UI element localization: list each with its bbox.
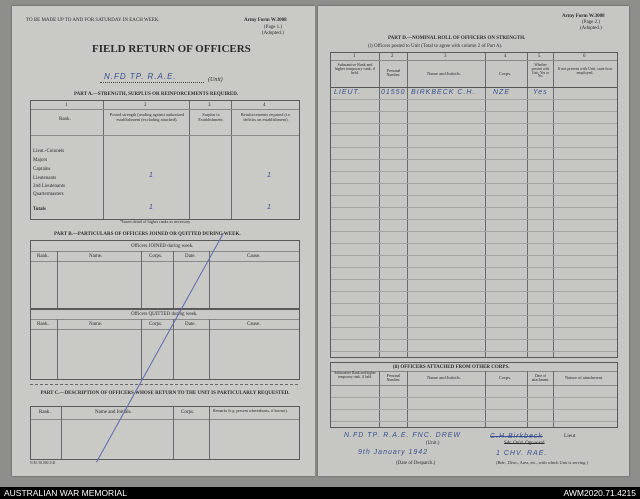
entry-present: Yes bbox=[533, 89, 548, 96]
d-number-header: Personal Number. bbox=[386, 68, 401, 78]
part-a-table bbox=[30, 100, 300, 220]
attached-table bbox=[330, 362, 618, 428]
part-a-title: PART A.—STRENGTH, SURPLUS OR REINFORCEMENTS REQUIRED. bbox=[74, 92, 239, 97]
attached-title: (ii) OFFICERS ATTACHED FROM OTHER CORPS. bbox=[393, 365, 510, 370]
d-col-6: 6 bbox=[583, 54, 586, 59]
signature-print: Sdr. On'd. Ogr-ward bbox=[504, 441, 545, 446]
ruled-line bbox=[331, 147, 617, 148]
perforation-line bbox=[30, 384, 298, 385]
right-adopted-note: (Adopted.) bbox=[580, 26, 602, 31]
ruled-line bbox=[331, 315, 617, 316]
officer-signature: C.H.Birkbeck bbox=[490, 433, 543, 440]
ruled-line bbox=[331, 267, 617, 268]
page-note: (Page 1.) bbox=[264, 25, 283, 30]
part-d-subtitle: (i) Officers posted to Unit (Total to agree with column 2 of Part A). bbox=[368, 44, 503, 49]
joined-rank-header: Rank. bbox=[37, 254, 49, 259]
ruled-line bbox=[331, 231, 617, 232]
col2-mark-0: 1 bbox=[149, 172, 154, 179]
rank-row-4: 2nd Lieutenants bbox=[33, 184, 66, 189]
unit-signoff: N.FD TP. R.A.E. FNC. DREW bbox=[344, 432, 462, 439]
att-rank-header: Substantive Rank and higher temporary rank, if held. bbox=[334, 371, 376, 379]
rank-row-totals: Totals bbox=[33, 207, 46, 212]
top-note: TO BE MADE UP TO AND FOR SATURDAY IN EACH WEEK. bbox=[26, 18, 160, 23]
bde-label: (Bde., Divn., Area, etc., with which Unit is serving.) bbox=[496, 460, 588, 465]
joined-name-header: Name. bbox=[89, 254, 103, 259]
d-col-4: 4 bbox=[504, 54, 507, 59]
ruled-line bbox=[331, 279, 617, 280]
ruled-line bbox=[331, 159, 617, 160]
quitted-rank-header: Rank. bbox=[37, 322, 49, 327]
att-corps-header: Corps. bbox=[499, 375, 512, 380]
adopted-note: (Adopted.) bbox=[262, 31, 284, 36]
ruled-line bbox=[331, 99, 617, 100]
d-corps-header: Corps. bbox=[499, 71, 512, 76]
col4-mark-1: 1 bbox=[267, 204, 272, 211]
unit-underline bbox=[100, 82, 204, 83]
posted-strength-header: Posted strength (reading against authorized establishment (excluding attached). bbox=[109, 112, 185, 122]
ruled-line bbox=[331, 409, 617, 410]
joined-cause-header: Cause. bbox=[247, 254, 261, 259]
ruled-line bbox=[331, 111, 617, 112]
d-col-2: 2 bbox=[391, 54, 394, 59]
ruled-line bbox=[331, 183, 617, 184]
quitted-title: Officers QUITTED during week. bbox=[131, 312, 198, 317]
watermark-bar bbox=[0, 487, 640, 499]
print-code: N.M. 50,000 2/41 bbox=[30, 461, 56, 465]
part-c-remarks-header: Remarks (e.g. present whereabouts, if known). bbox=[213, 408, 288, 413]
joined-table bbox=[30, 240, 300, 310]
ruled-line bbox=[331, 123, 617, 124]
ruled-line bbox=[331, 135, 617, 136]
entry-rank: LIEUT. bbox=[334, 89, 362, 96]
rank-row-3: Lieutenants bbox=[33, 176, 57, 181]
part-c-rank-header: Rank. bbox=[39, 410, 51, 415]
part-a-col-4: 4 bbox=[263, 103, 266, 108]
unit-signoff-label: (Unit.) bbox=[426, 441, 440, 446]
right-page-note: (Page 2.) bbox=[582, 20, 601, 25]
part-b-title: PART B.—PARTICULARS OF OFFICERS JOINED OR QUITTED DURING WEEK. bbox=[54, 232, 241, 237]
surplus-header: Surplus to Establishment. bbox=[198, 112, 224, 122]
d-name-header: Name and Initials. bbox=[427, 71, 461, 76]
army-form-label: Army Form W.3008 bbox=[244, 18, 287, 23]
nominal-roll-table bbox=[330, 52, 618, 358]
unit-handwritten: N.FD TP. R.A.E. bbox=[104, 72, 177, 81]
part-c-name-header: Name and Initials. bbox=[95, 410, 132, 415]
col2-mark-1: 1 bbox=[149, 204, 154, 211]
right-army-form-label: Army Form W.3008 bbox=[562, 14, 605, 19]
ruled-line bbox=[331, 303, 617, 304]
part-c-title: PART C.—DESCRIPTION OF OFFICERS WHOSE RETURN TO THE UNIT IS PARTICULARLY REQUESTED. bbox=[40, 391, 290, 396]
part-a-footnote: *Insert detail of higher ranks as necessary. bbox=[120, 219, 192, 224]
part-a-col-1: 1 bbox=[65, 103, 68, 108]
quitted-corps-header: Corps. bbox=[149, 322, 163, 327]
quitted-date-header: Date. bbox=[185, 322, 196, 327]
joined-date-header: Date. bbox=[185, 254, 196, 259]
ruled-line bbox=[331, 327, 617, 328]
watermark-right: AWM2020.71.4215 bbox=[563, 488, 636, 498]
rank-header: Rank. bbox=[59, 117, 71, 122]
quitted-cause-header: Cause. bbox=[247, 322, 261, 327]
form-title: FIELD RETURN OF OFFICERS bbox=[92, 43, 251, 55]
despatch-date: 9th January 1942 bbox=[358, 449, 429, 456]
att-number-header: Personal Number. bbox=[386, 373, 401, 383]
reinforcements-header: Reinforcements required (i.e. deficits on establishment). bbox=[240, 112, 292, 122]
att-date-header: Date of attachment. bbox=[531, 374, 550, 382]
ruled-line bbox=[331, 195, 617, 196]
col4-mark-0: 1 bbox=[267, 172, 272, 179]
part-c-corps-header: Corps. bbox=[181, 410, 195, 415]
despatch-date-label: (Date of Despatch.) bbox=[396, 461, 436, 466]
rank-row-1: Majors bbox=[33, 158, 48, 163]
rank-row-2: Captains bbox=[33, 167, 51, 172]
entry-number: 01550 bbox=[381, 89, 406, 96]
rank-row-5: Quartermasters bbox=[33, 192, 64, 197]
ruled-line bbox=[331, 351, 617, 352]
att-nature-header: Nature of attachment. bbox=[565, 375, 604, 380]
part-a-col-2: 2 bbox=[144, 103, 147, 108]
part-a-col-3: 3 bbox=[208, 103, 211, 108]
signature-rank: Lieut bbox=[564, 433, 576, 439]
d-present-header: Whether present with Unit. Yes or No. bbox=[531, 63, 550, 79]
joined-corps-header: Corps. bbox=[149, 254, 163, 259]
ruled-line bbox=[331, 339, 617, 340]
ruled-line bbox=[331, 171, 617, 172]
d-rank-header: Substantive Rank and higher temporary rank, if held. bbox=[334, 62, 376, 76]
ruled-line bbox=[331, 291, 617, 292]
bde-signoff: 1 CHV. RAE. bbox=[496, 450, 548, 457]
d-col-1: 1 bbox=[353, 54, 356, 59]
ruled-line bbox=[331, 243, 617, 244]
d-employed-header: If not present with Unit, state how employed. bbox=[557, 66, 613, 76]
entry-corps: NZE bbox=[493, 89, 510, 96]
left-page bbox=[12, 6, 315, 476]
ruled-line bbox=[331, 255, 617, 256]
right-page bbox=[318, 6, 629, 476]
watermark-left: AUSTRALIAN WAR MEMORIAL bbox=[4, 488, 127, 498]
joined-title: Officers JOINED during week. bbox=[131, 244, 194, 249]
part-c-table bbox=[30, 406, 300, 460]
ruled-line bbox=[331, 421, 617, 422]
ruled-line bbox=[331, 397, 617, 398]
ruled-line bbox=[331, 219, 617, 220]
ruled-line bbox=[331, 207, 617, 208]
entry-name: BIRKBECK C.H. bbox=[411, 89, 476, 96]
att-name-header: Name and Initials. bbox=[427, 375, 461, 380]
unit-label: (Unit) bbox=[208, 77, 223, 83]
rank-row-0: Lieut.-Colonels bbox=[33, 149, 65, 154]
part-d-title: PART D.—NOMINAL ROLL OF OFFICERS ON STRENGTH. bbox=[388, 36, 526, 41]
quitted-name-header: Name. bbox=[89, 322, 103, 327]
quitted-table bbox=[30, 308, 300, 380]
d-col-5: 5 bbox=[538, 54, 541, 59]
d-col-3: 3 bbox=[444, 54, 447, 59]
